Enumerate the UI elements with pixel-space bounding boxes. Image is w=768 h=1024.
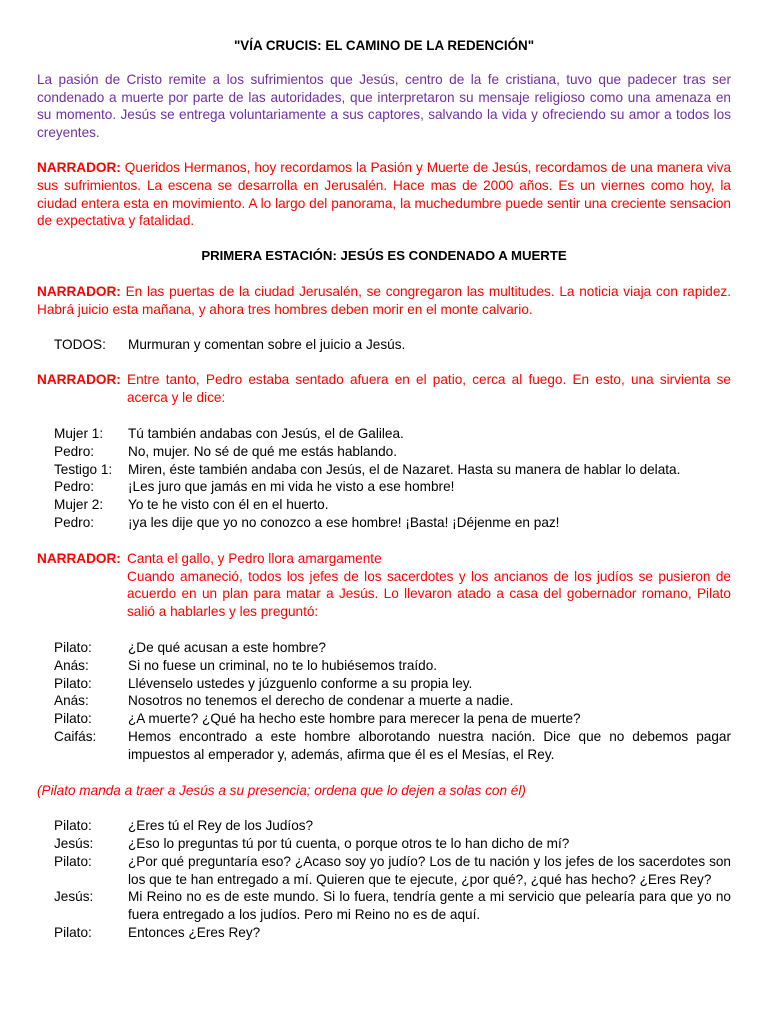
speaker-label: Anás: [54, 657, 89, 673]
dialog-text: Llévenselo ustedes y júzguenlo conforme a su propia ley. [128, 675, 473, 691]
dialog-text: Mi Reino no es de este mundo. Si lo fuera, tendría gente a mi servicio que pelearía para que yo no fuera entregado a los judíos. Pero mi Reino no es de aquí. [128, 889, 731, 923]
narrator-label: NARRADOR: [37, 283, 121, 299]
narration-opening-text: Queridos Hermanos, hoy recordamos la Pasión y Muerte de Jesús, recordamos de una manera viva sus sufrimientos. La escena se desarrolla en Jerusalén. Hace mas de 2000 años. Es un viernes como hoy, la ciudad entera esta en movimiento. A lo largo del panorama, la muchedumbre puede sentir una creciente sensacion de expectativa y fatalidad. [37, 159, 732, 229]
station-title: PRIMERA ESTACIÓN: JESÚS ES CONDENADO A MUERTE [201, 248, 567, 264]
dialog-line [37, 692, 731, 710]
narration-peter [37, 371, 731, 407]
dialog-text: ¡Les juro que jamás en mi vida he visto a ese hombre! [128, 479, 455, 495]
speaker-label: TODOS: [54, 336, 106, 352]
dialog-text: Entonces ¿Eres Rey? [128, 925, 261, 941]
dialog-line [37, 443, 731, 461]
dialog-line [37, 425, 731, 443]
speaker-label: Testigo 1: [54, 461, 113, 477]
dialog-text: Nosotros no tenemos el derecho de condenar a muerte a nadie. [128, 693, 514, 709]
dialog-text: ¿A muerte? ¿Qué ha hecho este hombre para merecer la pena de muerte? [128, 711, 581, 727]
dialog-text: ¿Eres tú el Rey de los Judíos? [128, 818, 314, 834]
speaker-label: Pedro: [54, 479, 95, 495]
speaker-label: Pedro: [54, 514, 95, 530]
narrator-label: NARRADOR: [37, 550, 121, 566]
dialog-line [37, 496, 731, 514]
narration-gates [37, 283, 731, 319]
dialog-text: ¡ya les dije que yo no conozco a ese hombre! ¡Basta! ¡Déjenme en paz! [128, 514, 560, 530]
speaker-label: Jesús: [54, 836, 94, 852]
narrator-label: NARRADOR: [37, 159, 121, 175]
speaker-label: Pilato: [54, 639, 92, 655]
dialog-line [37, 639, 731, 657]
narration-peter-text: Entre tanto, Pedro estaba sentado afuera en el patio, cerca al fuego. En esto, una sirvienta se acerca y le dice: [127, 372, 731, 406]
dialog-text: Yo te he visto con él en el huerto. [128, 497, 329, 513]
dialog-line [37, 657, 731, 675]
dialog-text: Miren, éste también andaba con Jesús, el de Nazaret. Hasta su manera de hablar lo delata. [128, 461, 681, 477]
dialog-block [37, 817, 731, 942]
dialog-block [37, 336, 731, 354]
dialog-text: Murmuran y comentan sobre el juicio a Jesús. [128, 336, 406, 352]
dialog-line [37, 853, 731, 889]
dialog-block [37, 639, 731, 764]
speaker-label: Anás: [54, 693, 89, 709]
dialog-line [37, 888, 731, 924]
speaker-label: Mujer 1: [54, 425, 104, 441]
dialog-block [37, 425, 731, 532]
dialog-text: ¿Eso lo preguntas tú por tú cuenta, o porque otros te lo han dicho de mí? [128, 836, 570, 852]
speaker-label: Jesús: [54, 889, 94, 905]
dialog-line [37, 514, 731, 532]
narration-gates-text: En las puertas de la ciudad Jerusalén, se congregaron las multitudes. La noticia viaja con rapidez. Habrá juicio esta mañana, y ahora tres hombres deben morir en el monte calvario. [37, 283, 731, 317]
speaker-label: Pilato: [54, 925, 92, 941]
dialog-line [37, 675, 731, 693]
narration-opening [37, 159, 731, 230]
dialog-line [37, 835, 731, 853]
dialog-line [37, 478, 731, 496]
document-title: "VÍA CRUCIS: EL CAMINO DE LA REDENCIÓN" [233, 38, 535, 53]
narration-rooster: Canta el gallo, y Pedro llora amargamente [127, 550, 382, 566]
narration-dawn [37, 550, 731, 621]
speaker-label: Pilato: [54, 675, 92, 691]
narration-dawn-text [127, 550, 731, 621]
speaker-label: Pilato: [54, 818, 92, 834]
dialog-line [37, 710, 731, 728]
dialog-text: No, mujer. No sé de qué me estás hablando. [128, 443, 398, 459]
dialog-text: Tú también andabas con Jesús, el de Galilea. [128, 425, 404, 441]
dialog-line [37, 461, 731, 479]
speaker-label: Mujer 2: [54, 497, 104, 513]
narration-dawn-body: Cuando amaneció, todos los jefes de los sacerdotes y los ancianos de los judíos se pusieron de acuerdo en un plan para matar a Jesús. Lo llevaron atado a casa del gobernador romano, Pilato salió a hablarles y les preguntó: [127, 568, 731, 620]
dialog-text: Hemos encontrado a este hombre alborotando nuestra nación. Dice que no debemos pagar impuestos al emperador y, además, afirma que él es el Mesías, el Rey. [128, 728, 731, 762]
intro-paragraph: La pasión de Cristo remite a los sufrimientos que Jesús, centro de la fe cristiana, tuvo que padecer tras ser condenado a muerte por parte de las autoridades, que interpretaron su mensaje religioso como una amenaza en su momento. Jesús se entrega voluntariamente a sus captores, salvando la vida y ofreciendo su amor a todos los creyentes. [37, 71, 731, 141]
dialog-text: ¿De qué acusan a este hombre? [128, 639, 326, 655]
speaker-label: Pilato: [54, 853, 92, 869]
speaker-label: Caifás: [54, 728, 97, 744]
speaker-label: Pedro: [54, 443, 95, 459]
dialog-line [37, 924, 731, 942]
dialog-text: Si no fuese un criminal, no te lo hubiésemos traído. [128, 657, 438, 673]
dialog-line [37, 817, 731, 835]
narrator-label: NARRADOR: [37, 372, 121, 388]
dialog-line [37, 336, 731, 354]
speaker-label: Pilato: [54, 711, 92, 727]
stage-direction: (Pilato manda a traer a Jesús a su presencia; ordena que lo dejen a solas con él) [37, 782, 526, 798]
dialog-line [37, 728, 731, 764]
dialog-text: ¿Por qué preguntaría eso? ¿Acaso soy yo judío? Los de tu nación y los jefes de los sacerdotes son los que te han entregado a mí. Quieren que te ejecute, ¿por qué?, ¿qué has hecho? ¿Eres Rey? [128, 853, 731, 887]
